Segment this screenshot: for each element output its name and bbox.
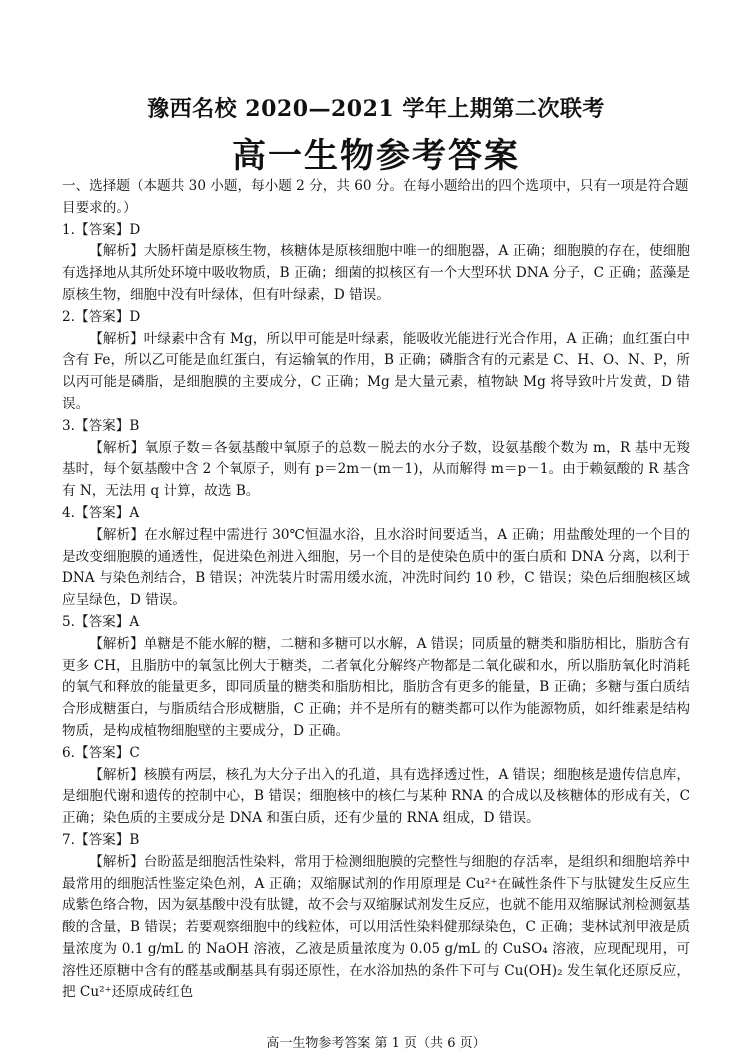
analysis-5: 【解析】单糖是不能水解的糖，二糖和多糖可以水解，A 错误；同质量的糖类和脂肪相比，脂肪含有更多 CH，且脂肪中的氧氢比例大于糖类，二者氧化分解终产物都是二氧化碳和水，所以脂肪氧化时消耗的氧气和释放的能量更多，即同质量的糖类和脂肪相比，脂肪含有更多的能量，B 正确；多糖与蛋白质结合形成糖蛋白，与脂质结合形成糖脂，C 正确；并不是所有的糖类都可以作为能源物质，如纤维素是结构物质，是构成植物细胞壁的主要成分，D 正确。 bbox=[62, 635, 690, 739]
answer-2: 2.【答案】D bbox=[62, 308, 141, 325]
analysis-7: 【解析】台盼蓝是细胞活性染料，常用于检测细胞膜的完整性与细胞的存活率，是组织和细胞培养中最常用的细胞活性鉴定染色剂，A 正确；双缩脲试剂的作用原理是 Cu²⁺在碱性条件下与肽键发生反应生成紫色络合物，因为氨基酸中没有肽键，故不会与双缩脲试剂发生反应，也就不能用双缩脲试剂检测氨基酸的含量，B 错误；若要观察细胞中的线粒体，可以用活性染料健那绿染色，C 正确；斐林试剂甲液是质量浓度为 0.1 g/mL 的 NaOH 溶液，乙液是质量浓度为 0.05 g/mL 的 CuSO₄ 溶液，应现配现用，可溶性还原糖中含有的醛基或酮基具有弱还原性，在水浴加热的条件下可与 Cu(OH)₂ 发生氧化还原反应，把 Cu²⁺还原成砖红色 bbox=[62, 853, 690, 1001]
analysis-1: 【解析】大肠杆菌是原核生物，核糖体是原核细胞中唯一的细胞器，A 正确；细胞膜的存在，使细胞有选择地从其所处环境中吸收物质，B 正确；细菌的拟核区有一个大型环状 DNA 分子，C 正确；蓝藻是原核生物，细胞中没有叶绿体，但有叶绿素，D 错误。 bbox=[62, 243, 690, 303]
answer-6: 6.【答案】C bbox=[62, 744, 140, 761]
answer-7: 7.【答案】B bbox=[62, 831, 140, 848]
answer-5: 5.【答案】A bbox=[62, 613, 140, 630]
page-footer: 高一生物参考答案 第 1 页（共 6 页） bbox=[266, 1036, 486, 1051]
section-heading: 一、选择题（本题共 30 小题，每小题 2 分，共 60 分。在每小题给出的四个选项中，只有一项是符合题目要求的。） bbox=[62, 178, 689, 216]
answer-1: 1.【答案】D bbox=[62, 221, 141, 238]
answer-3: 3.【答案】B bbox=[62, 417, 140, 434]
answer-content bbox=[62, 176, 690, 1004]
analysis-3: 【解析】氧原子数＝各氨基酸中氧原子的总数－脱去的水分子数，设氨基酸个数为 m，R 基中无羧基时，每个氨基酸中含 2 个氧原子，则有 p＝2m－(m－1)，从而解得 m＝p－1。由于赖氨酸的 R 基含有 N，无法用 q 计算，故选 B。 bbox=[62, 439, 690, 500]
analysis-4: 【解析】在水解过程中需进行 30℃恒温水浴，且水浴时间要适当，A 正确；用盐酸处理的一个目的是改变细胞膜的通透性，促进染色剂进入细胞，另一个目的是使染色质中的蛋白质和 DNA 分离，以利于 DNA 与染色剂结合，B 错误；冲洗装片时需用缓水流，冲洗时间约 10 秒，C 错误；染色后细胞核区域应呈绿色，D 错误。 bbox=[62, 526, 690, 609]
analysis-2: 【解析】叶绿素中含有 Mg，所以甲可能是叶绿素，能吸收光能进行光合作用，A 正确；血红蛋白中含有 Fe，所以乙可能是血红蛋白，有运输氧的作用，B 正确；磷脂含有的元素是 C、H、O、N、P，所以丙可能是磷脂，是细胞膜的主要成分，C 正确；Mg 是大量元素，植物缺 Mg 将导致叶片发黄，D 错误。 bbox=[62, 330, 690, 412]
answer-4: 4.【答案】A bbox=[62, 504, 140, 521]
school-title: 豫西名校 2020—2021 学年上期第二次联考 bbox=[147, 96, 605, 122]
page-title: 高一生物参考答案 bbox=[232, 136, 520, 176]
analysis-6: 【解析】核膜有两层，核孔为大分子出入的孔道，具有选择透过性，A 错误；细胞核是遗传信息库，是细胞代谢和遗传的控制中心，B 错误；细胞核中的核仁与某种 RNA 的合成以及核糖体的形成有关，C 正确；染色质的主要成分是 DNA 和蛋白质，还有少量的 RNA 组成，D 错误。 bbox=[62, 766, 690, 827]
